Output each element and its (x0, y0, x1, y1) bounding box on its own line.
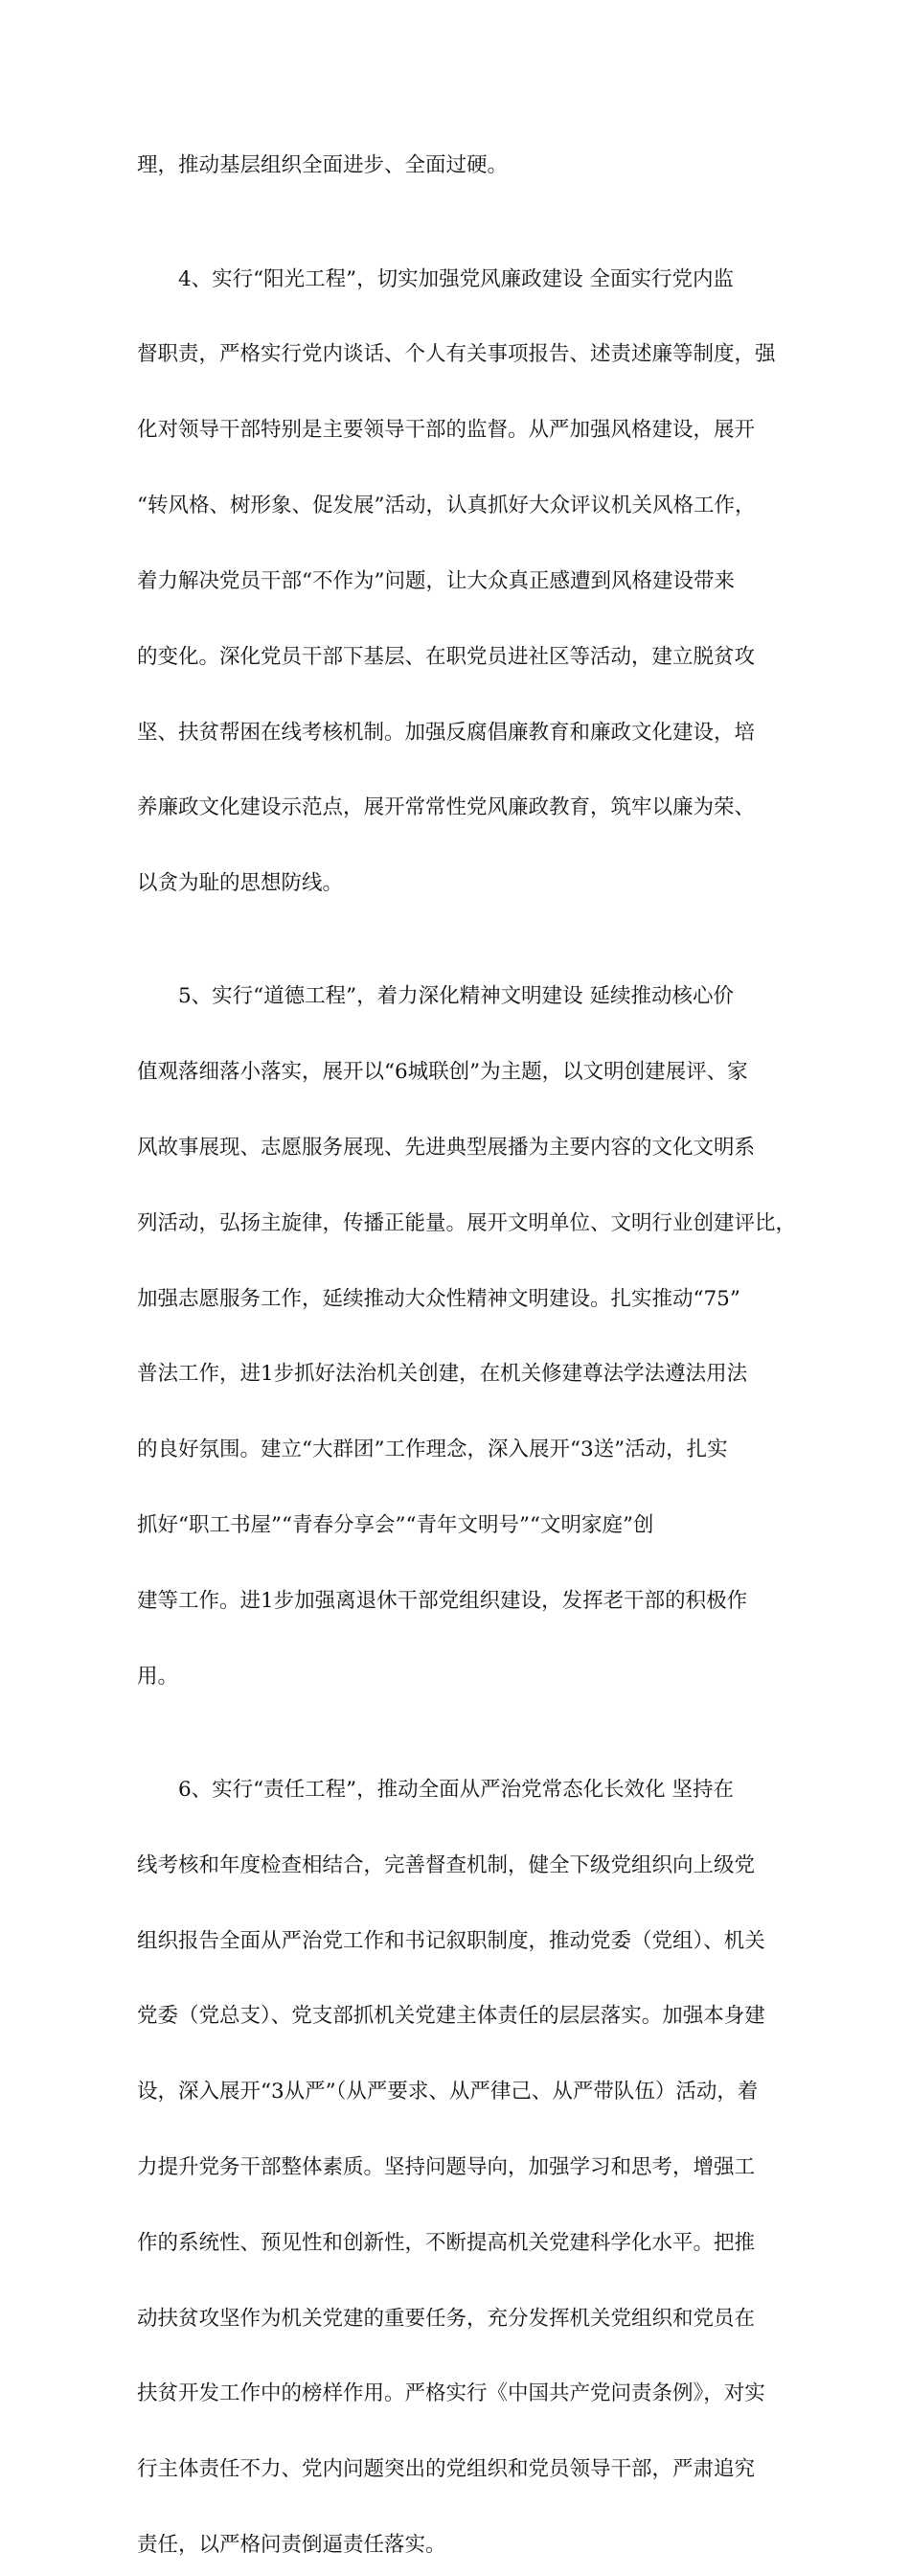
text-line: 以贪为耻的思想防线。 (137, 871, 344, 896)
text-line: 理，推动基层组织全面进步、全面过硬。 (137, 153, 509, 178)
text-line: 责任，以严格问责倒逼责任落实。 (137, 2533, 446, 2557)
text-line: 党委（党总支）、党支部抓机关党建主体责任的层层落实。加强本身建 (137, 2004, 765, 2029)
text-line: 行主体责任不力、党内问题突出的党组织和党员领导干部，严肃追究 (137, 2457, 756, 2482)
text-line: 建等工作。进1步加强离退休干部党组织建设，发挥老干部的积极作 (137, 1588, 748, 1613)
text-line: 线考核和年度检查相结合，完善督查机制，健全下级党组织向上级党 (137, 1852, 756, 1877)
text-line: 养廉政文化建设示范点，展开常常性党风廉政教育，筑牢以廉为荣、 (137, 795, 756, 820)
text-line: 4、实行“阳光工程”，切实加强党风廉政建设 全面实行党内监 (137, 266, 734, 291)
text-line: 扶贫开发工作中的榜样作用。严格实行《中国共产党问责条例》，对实 (137, 2381, 765, 2406)
text-line: 作的系统性、预见性和创新性，不断提高机关党建科学化水平。把推 (137, 2230, 756, 2255)
text-line: 值观落细落小落实，展开以“6城联创”为主题，以文明创建展评、家 (137, 1060, 748, 1085)
text-line: 列活动，弘扬主旋律，传播正能量。展开文明单位、文明行业创建评比， (137, 1210, 797, 1235)
paragraph-sunshine-project (137, 222, 779, 940)
text-line: 着力解决党员干部“不作为”问题，让大众真正感遭到风格建设带来 (137, 568, 735, 593)
text-line: 的变化。深化党员干部下基层、在职党员进社区等活动，建立脱贫攻 (137, 644, 756, 669)
text-line: 用。 (137, 1664, 179, 1689)
text-line: 的良好氛围。建立“大群团”工作理念，深入展开“3送”活动，扎实 (137, 1438, 728, 1462)
text-line: 督职责，严格实行党内谈话、个人有关事项报告、述责述廉等制度，强 (137, 342, 776, 367)
text-line: 普法工作，进1步抓好法治机关创建，在机关修建尊法学法遵法用法 (137, 1362, 748, 1387)
document-body (137, 109, 797, 2576)
paragraph-responsibility-project (137, 1733, 779, 2576)
paragraph-morality-project (137, 940, 797, 1734)
text-line: 动扶贫攻坚作为机关党建的重要任务，充分发挥机关党组织和党员在 (137, 2306, 756, 2331)
text-line: 坚、扶贫帮困在线考核机制。加强反腐倡廉教育和廉政文化建设，培 (137, 720, 756, 745)
text-line: 抓好“职工书屋”“青春分享会”“青年文明号”“文明家庭”创 (137, 1513, 654, 1538)
text-line: 6、实行“责任工程”，推动全面从严治党常态化长效化 坚持在 (137, 1777, 734, 1802)
text-line: 5、实行“道德工程”，着力深化精神文明建设 延续推动核心价 (137, 984, 734, 1009)
text-line: 力提升党务干部整体素质。坚持问题导向，加强学习和思考，增强工 (137, 2154, 756, 2179)
text-line: 化对领导干部特别是主要领导干部的监督。从严加强风格建设，展开 (137, 418, 756, 443)
text-line: 设，深入展开“3从严”（从严要求、从严律己、从严带队伍）活动，着 (137, 2080, 759, 2104)
text-line: 组织报告全面从严治党工作和书记叙职制度，推动党委（党组）、机关 (137, 1928, 765, 1953)
paragraph-continuation (137, 109, 779, 222)
text-line: “转风格、树形象、促发展”活动，认真抓好大众评议机关风格工作， (137, 494, 756, 518)
text-line: 风故事展现、志愿服务展现、先进典型展播为主要内容的文化文明系 (137, 1135, 756, 1160)
text-line: 加强志愿服务工作，延续推动大众性精神文明建设。扎实推动“75” (137, 1286, 740, 1311)
